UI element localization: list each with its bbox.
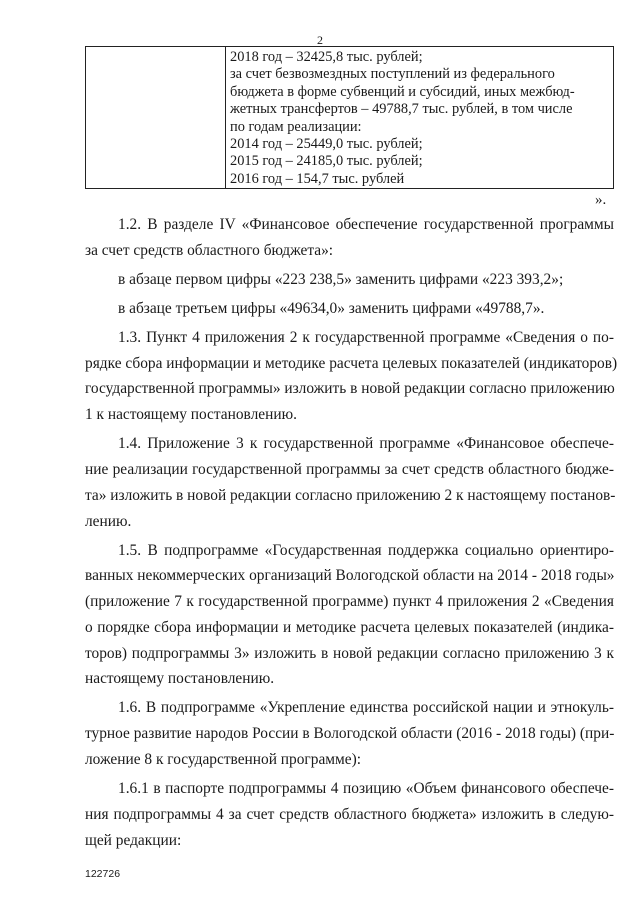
paragraph-line: 1.6.1 в паспорте подпрограммы 4 позицию «Объем финансового обеспече- <box>118 780 614 798</box>
table-line: 2016 год – 154,7 тыс. рублей <box>230 170 405 187</box>
funding-table <box>85 46 614 189</box>
paragraph-line: за счет средств областного бюджета»: <box>85 241 334 259</box>
paragraph-p1-6-1 <box>85 776 614 853</box>
paragraph-p1-2-b <box>85 296 614 322</box>
table-line: по годам реализации: <box>230 118 362 135</box>
paragraph-line: 1.3. Пункт 4 приложения 2 к государственной программе «Сведения о по- <box>118 328 614 346</box>
paragraph-p1-4 <box>85 431 614 534</box>
table-cell-label <box>86 47 226 188</box>
paragraph-line: государственной программы» изложить в новой редакции согласно приложению <box>85 380 615 398</box>
paragraph-line: торов) подпрограммы 3» изложить в новой редакции согласно приложению 3 к <box>85 644 614 662</box>
paragraph-p1-2 <box>85 212 614 264</box>
table-line: за счет безвозмездных поступлений из федерального <box>230 66 555 83</box>
paragraph-line: 1.4. Приложение 3 к государственной программе «Финансовое обеспече- <box>118 435 614 453</box>
table-line: 2015 год – 24185,0 тыс. рублей; <box>230 153 423 170</box>
paragraph-line: турное развитие народов России в Вологодской области (2016 - 2018 годы) (при- <box>85 725 615 743</box>
paragraph-line: (приложение 7 к государственной программе) пункт 4 приложения 2 «Сведения <box>85 593 614 611</box>
paragraph-line: та» изложить в новой редакции согласно приложению 2 к настоящему постанов- <box>85 486 616 504</box>
paragraph-line: лению. <box>85 512 132 530</box>
paragraph-line: ние реализации государственной программы за счет средств областного бюдже- <box>85 460 614 478</box>
paragraph-p1-3 <box>85 325 618 428</box>
paragraph-p1-5 <box>85 538 614 693</box>
paragraph-line: щей редакции: <box>85 831 182 849</box>
document-body <box>85 212 618 857</box>
paragraph-line: 1.6. В подпрограмме «Укрепление единства российской нации и этнокуль- <box>118 699 614 717</box>
table-line: жетных трансфертов – 49788,7 тыс. рублей, в том числе <box>230 101 573 118</box>
paragraph-line: рядке сбора информации и методике расчета целевых показателей (индикаторов) <box>85 354 618 372</box>
table-line: 2018 год – 32425,8 тыс. рублей; <box>230 49 423 65</box>
paragraph-line: ния подпрограммы 4 за счет средств областного бюджета» изложить в следую- <box>85 805 614 823</box>
paragraph-p1-2-a <box>85 267 614 293</box>
paragraph-line: о порядке сбора информации и методике расчета целевых показателей (индика- <box>85 618 614 636</box>
paragraph-line: 1 к настоящему постановлению. <box>85 406 297 424</box>
paragraph-line: в абзаце третьем цифры «49634,0» заменить цифрами «49788,7». <box>118 299 545 317</box>
table-cell-content <box>226 47 613 188</box>
page-number: 2 <box>317 33 323 47</box>
paragraph-line: ложение 8 к государственной программе): <box>85 751 361 769</box>
paragraph-line: ванных некоммерческих организаций Вологодской области на 2014 - 2018 годы» <box>85 567 615 585</box>
paragraph-line: 1.5. В подпрограмме «Государственная поддержка социально ориентиро- <box>118 541 614 559</box>
table-line: 2014 год – 25449,0 тыс. рублей; <box>230 136 423 153</box>
paragraph-p1-6 <box>85 695 614 772</box>
table-line: бюджета в форме субвенций и субсидий, иных межбюд- <box>230 83 575 100</box>
paragraph-line: 1.2. В разделе IV «Финансовое обеспечение государственной программы <box>118 216 614 233</box>
document-code: 122726 <box>85 868 121 880</box>
paragraph-line: настоящему постановлению. <box>85 670 275 688</box>
closing-quote: ». <box>595 192 607 208</box>
paragraph-line: в абзаце первом цифры «223 238,5» заменить цифрами «223 393,2»; <box>118 270 564 288</box>
